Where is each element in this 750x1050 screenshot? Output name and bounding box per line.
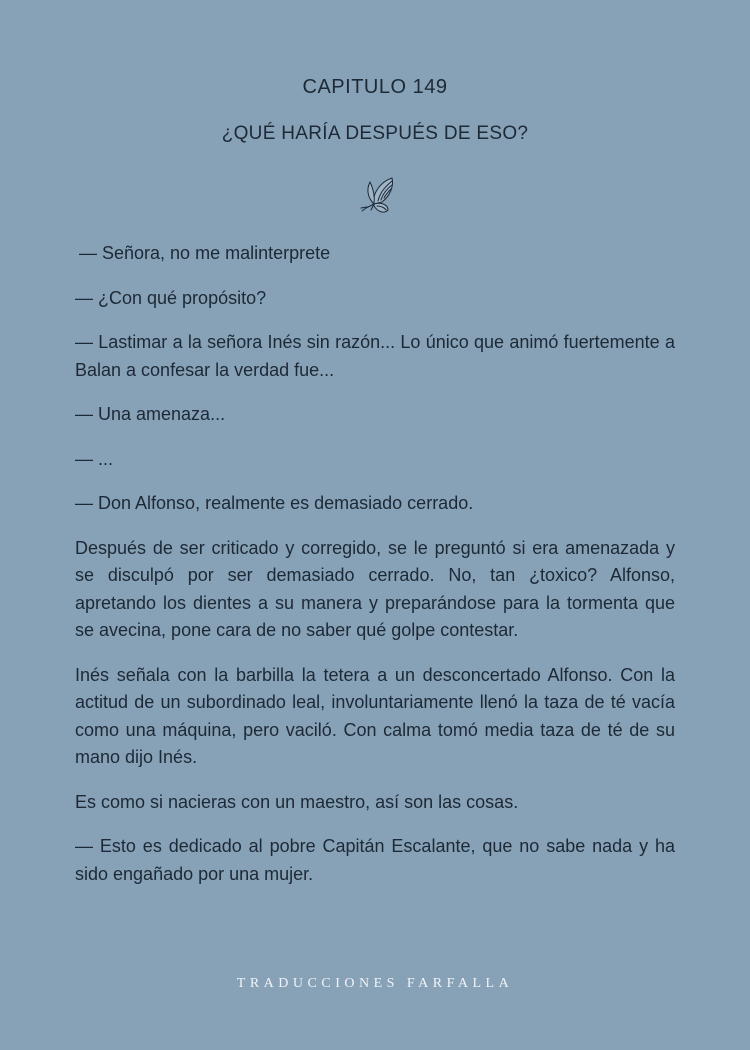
- paragraph: — Una amenaza...: [75, 404, 226, 424]
- chapter-title: ¿QUÉ HARÍA DESPUÉS DE ESO?: [221, 123, 529, 144]
- body-text: [75, 240, 675, 905]
- paragraph: — ...: [75, 448, 114, 469]
- paragraph: — Esto es dedicado al pobre Capitán Escalante, que no sabe nada y ha sido engañado por una mujer.: [75, 836, 675, 884]
- chapter-number: CAPITULO 149: [302, 76, 448, 98]
- paragraph: — Don Alfonso, realmente es demasiado cerrado.: [75, 493, 474, 513]
- paragraph: — Señora, no me malinterprete: [79, 243, 331, 263]
- paragraph: — ¿Con qué propósito?: [75, 287, 267, 308]
- paragraph: Es como si nacieras con un maestro, así son las cosas.: [75, 791, 519, 812]
- paragraph: Después de ser criticado y corregido, se le preguntó si era amenazada y se disculpó por ser demasiado cerrado. No, tan ¿toxico? Alfonso, apretando los dientes a su manera y preparándose para la tormenta que se avecina, pone cara de no saber qué golpe contestar.: [75, 537, 675, 640]
- paragraph: — Lastimar a la señora Inés sin razón... Lo único que animó fuertemente a Balan a confesar la verdad fue...: [75, 332, 675, 380]
- footer-credit: TRADUCCIONES FARFALLA: [236, 976, 514, 991]
- butterfly-icon: [352, 174, 398, 216]
- paragraph: Inés señala con la barbilla la tetera a un desconcertado Alfonso. Con la actitud de un subordinado leal, involuntariamente llenó la taza de té vacía como una máquina, pero vaciló. Con calma tomó media taza de té de su mano dijo Inés.: [75, 664, 675, 767]
